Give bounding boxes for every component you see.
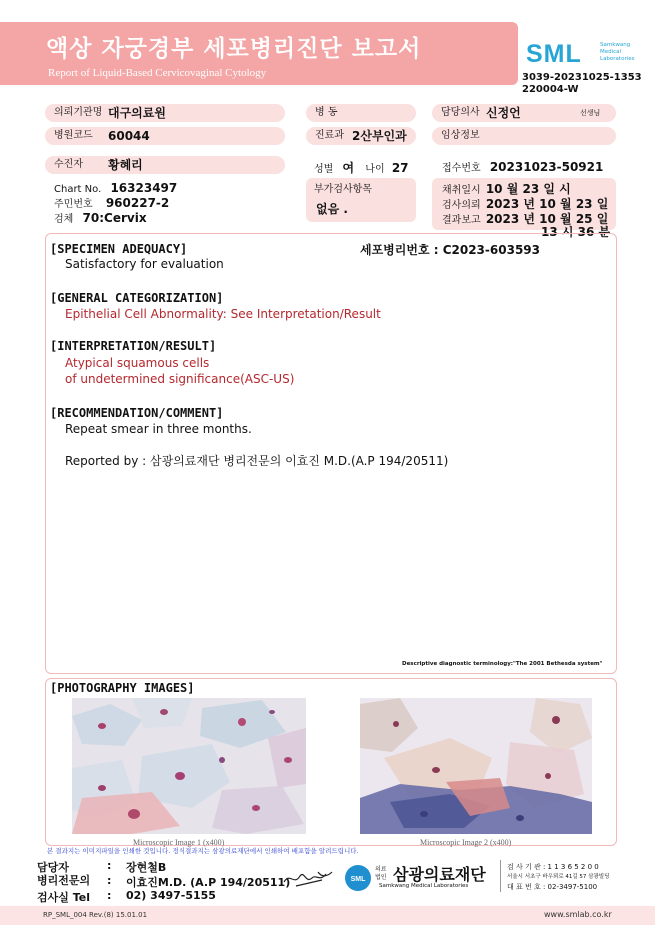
doctor-field: 담당의사 신정언 선생님 <box>432 104 616 122</box>
general-text: Epithelial Cell Abnormality: See Interpretation/Result <box>65 307 381 321</box>
dates-box: 채취일시 10 월 23 일 시 검사의뢰 2023 년 10 월 23 일 결과보고 2023 년 10 월 25 일 13 시 36 분 <box>432 178 616 230</box>
footer-divider <box>500 860 501 892</box>
pathologist-name: 이효진M.D. (A.P 194/20511) <box>126 876 291 889</box>
patient-field: 수진자 황혜리 <box>45 156 285 174</box>
colon-3: : <box>107 889 112 902</box>
specimen-adequacy-heading: [SPECIMEN ADEQUACY] <box>50 242 188 256</box>
print-notice: 본 결과지는 이미지파일을 인쇄한 것입니다. 정식결과지는 삼광의료재단에서 인쇄하여 배포함을 알려드립니다. <box>47 847 359 855</box>
colon-1: : <box>107 859 112 872</box>
recommendation-text: Repeat smear in three months. <box>65 422 252 436</box>
hospital-code-field: 병원코드 60044 <box>45 127 285 145</box>
image-2-caption: Microscopic Image 2 (x400) <box>420 838 512 847</box>
adequacy-text: Satisfactory for evaluation <box>65 257 224 271</box>
interpretation-line-2: of undetermined significance(ASC-US) <box>65 372 295 386</box>
report-subtitle: Report of Liquid-Based Cervicovaginal Cytology <box>48 67 267 79</box>
website-link[interactable]: www.smlab.co.kr <box>544 910 612 919</box>
microscopic-image-2-graphic <box>360 698 592 834</box>
pathologist-label: 병리전문의 <box>37 874 91 887</box>
document-number: 3039-20231025-1353 220004-W <box>522 72 642 95</box>
specimen-field: 검체 70:Cervix <box>54 211 147 225</box>
org-prefix: 의료 법인 <box>375 866 387 881</box>
additional-tests-box: 부가검사항목 없음 . <box>306 178 416 222</box>
microscopic-image-1 <box>72 698 306 834</box>
report-title: 액상 자궁경부 세포병리진단 보고서 <box>46 36 422 62</box>
interpretation-line-1: Atypical squamous cells <box>65 356 210 370</box>
colon-2: : <box>107 874 112 887</box>
bethesda-note: Descriptive diagnostic terminology:"The 2001 Bethesda system" <box>402 661 603 667</box>
staff-label: 담당자 <box>37 861 69 874</box>
ward-field: 병 동 <box>306 104 416 122</box>
org-name: 삼광의료재단 <box>393 865 486 884</box>
recommendation-heading: [RECOMMENDATION/COMMENT] <box>50 406 224 420</box>
institution-field: 의뢰기관명 대구의료원 <box>45 104 285 122</box>
microscopic-image-1-graphic <box>72 698 306 834</box>
form-code: RP_SML_004 Rev.(8) 15.01.01 <box>43 911 148 919</box>
sml-logo-subtext: Samkwang Medical Laboratories <box>600 42 635 62</box>
tel-number: 02) 3497-5155 <box>126 889 216 902</box>
cytopathology-number: 세포병리번호 : C2023-603593 <box>360 243 540 257</box>
chart-no-field: Chart No. 16323497 <box>54 181 178 195</box>
tel-label: 검사실 Tel <box>37 891 90 904</box>
sex-age-field: 성별 여 나이 27 <box>314 161 409 175</box>
microscopic-image-2 <box>360 698 592 834</box>
staff-name: 장현철B <box>126 861 167 874</box>
interpretation-heading: [INTERPRETATION/RESULT] <box>50 339 217 353</box>
receipt-field: 접수번호 20231023-50921 <box>442 160 604 174</box>
reported-by: Reported by : 삼광의료재단 병리전문의 이효진 M.D.(A.P 194/20511) <box>65 454 449 468</box>
photography-heading: [PHOTOGRAPHY IMAGES] <box>50 681 195 695</box>
org-logo-icon <box>344 864 372 892</box>
signature-graphic <box>282 868 334 890</box>
registration-field: 주민번호 960227-2 <box>54 196 170 210</box>
svg-text:SML: SML <box>350 876 366 883</box>
general-categorization-heading: [GENERAL CATEGORIZATION] <box>50 291 224 305</box>
org-info: 검 사 기 관 : 1 1 3 6 5 2 0 0 서울시 서초구 바우뫼로 41길 57 삼광빌딩 대 표 번 호 : 02-3497-5100 <box>507 863 610 891</box>
department-field: 진료과 2산부인과 <box>306 127 416 145</box>
sml-logo: SML <box>526 40 582 68</box>
org-name-en: Samkwang Medical Laboratories <box>379 883 469 889</box>
clinical-info-field: 임상정보 <box>432 127 616 145</box>
image-1-caption: Microscopic Image 1 (x400) <box>133 838 225 847</box>
